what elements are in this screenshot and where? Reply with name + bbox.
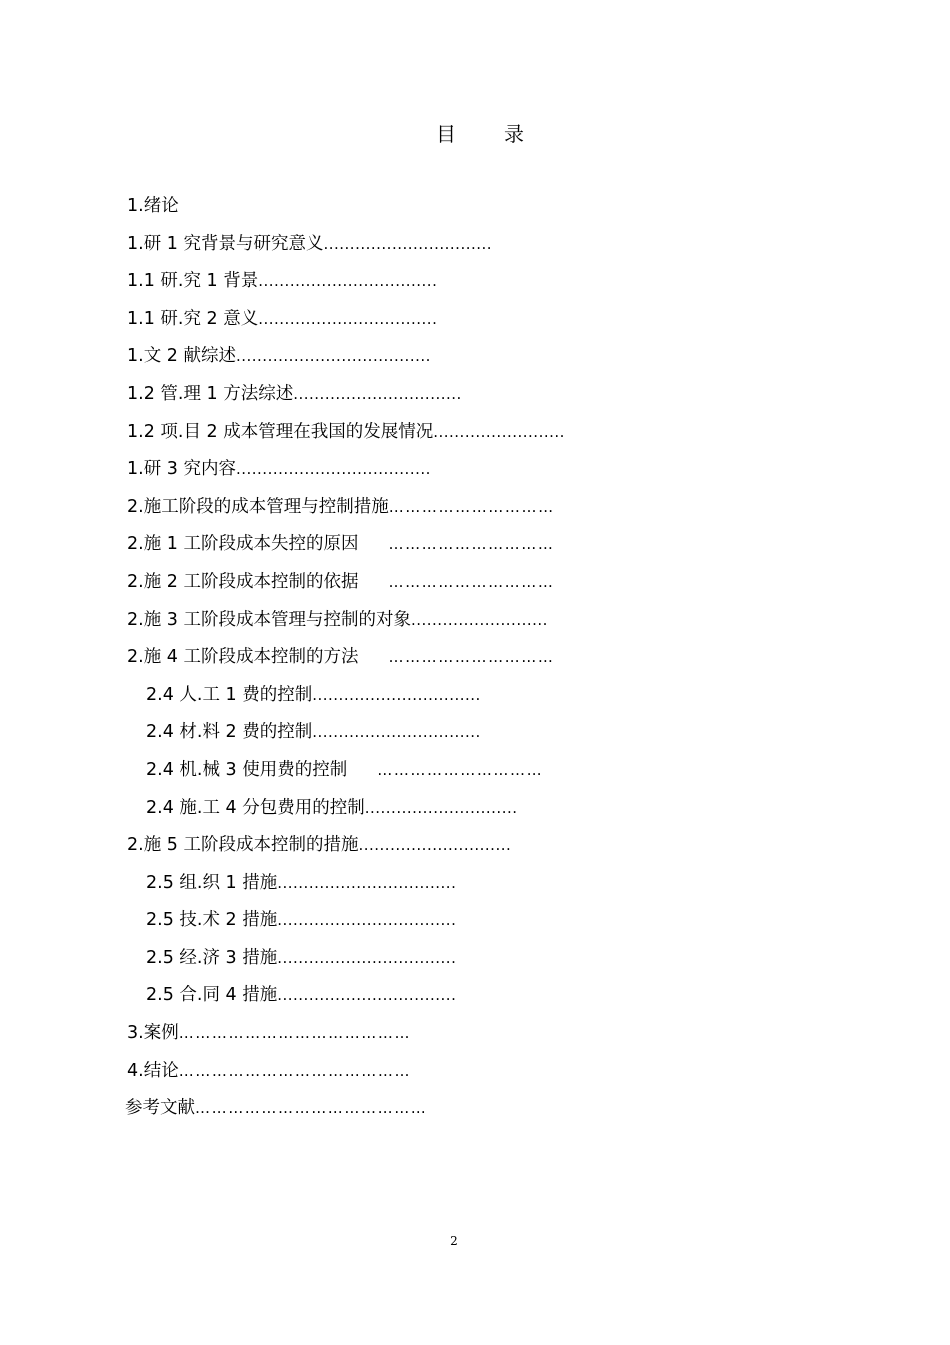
- toc-leader: .............................: [364, 798, 518, 817]
- toc-entry-text: 2.施 2 工阶段成本控制的依据: [127, 571, 359, 592]
- toc-leader: .............................: [358, 836, 512, 855]
- toc-leader: …………………………: [388, 535, 555, 554]
- toc-entry[interactable]: [127, 602, 565, 640]
- toc-entry[interactable]: [125, 1090, 565, 1128]
- toc-entry[interactable]: [127, 865, 565, 903]
- toc-leader: …………………………: [388, 497, 555, 516]
- toc-entry-text: 4.结论: [127, 1060, 179, 1081]
- toc-entry[interactable]: [127, 226, 565, 264]
- toc-entry-text: 参考文献: [125, 1098, 195, 1119]
- toc-entry[interactable]: [127, 790, 565, 828]
- page-title: 目录: [436, 122, 572, 146]
- toc-entry[interactable]: [127, 451, 565, 489]
- toc-entry-text: 2.施 5 工阶段成本控制的措施: [127, 835, 359, 856]
- toc-entry-text: 2.施工阶段的成本管理与控制措施: [127, 496, 389, 517]
- toc-entry-text: 1.2 管.理 1 方法综述: [127, 383, 294, 404]
- toc-leader: ..................................: [258, 309, 438, 328]
- toc-entry[interactable]: [127, 301, 565, 339]
- toc-leader: ……………………………………: [178, 1024, 412, 1043]
- toc-leader: ..........................: [410, 610, 548, 629]
- toc-leader: ..................................: [277, 911, 457, 930]
- toc-entry-text: 2.5 合.同 4 措施: [146, 985, 278, 1006]
- toc-entry-text: 1.研 1 究背景与研究意义: [127, 233, 324, 254]
- toc-entry[interactable]: [127, 977, 565, 1015]
- toc-entry[interactable]: [127, 639, 565, 677]
- toc-entry[interactable]: [127, 752, 565, 790]
- toc-entry-text: 2.施 1 工阶段成本失控的原因: [127, 534, 359, 555]
- toc-entry[interactable]: [127, 714, 565, 752]
- toc-entry[interactable]: [127, 376, 565, 414]
- toc-leader: …………………………: [388, 648, 555, 667]
- toc-leader: ..................................: [277, 948, 457, 967]
- toc-entry-text: 3.案例: [127, 1023, 179, 1044]
- toc-entry-text: 2.施 4 工阶段成本控制的方法: [127, 647, 359, 668]
- toc-entry[interactable]: [127, 263, 565, 301]
- page-number: 2: [450, 1234, 458, 1248]
- toc-entry[interactable]: [127, 1053, 565, 1091]
- toc-entry-text: 1.1 研.究 1 背景: [127, 271, 259, 292]
- toc-leader: ……………………………………: [195, 1099, 428, 1118]
- toc-entry[interactable]: [127, 489, 565, 527]
- toc-leader: ................................: [312, 685, 481, 704]
- toc-leader: ................................: [293, 384, 462, 403]
- toc-leader: .....................................: [235, 460, 431, 479]
- toc-leader: …………………………: [388, 572, 555, 591]
- toc-entry[interactable]: [127, 414, 565, 452]
- toc-entry[interactable]: [127, 902, 565, 940]
- toc-leader: .....................................: [235, 347, 431, 366]
- toc-entry-text: 2.5 经.济 3 措施: [146, 947, 278, 968]
- toc-leader: …………………………: [377, 760, 544, 779]
- toc-entry-text: 1.研 3 究内容: [127, 459, 236, 480]
- toc-leader: .........................: [433, 422, 565, 441]
- toc-leader: ................................: [323, 234, 493, 253]
- toc-entry-text: 2.5 组.织 1 措施: [146, 872, 278, 893]
- toc-leader: ..................................: [277, 873, 457, 892]
- toc-entry-text: 2.施 3 工阶段成本管理与控制的对象: [127, 609, 411, 630]
- toc-entry[interactable]: [127, 1015, 565, 1053]
- toc-entry-text: 1.2 项.目 2 成本管理在我国的发展情况: [127, 421, 434, 442]
- toc-entry[interactable]: [127, 564, 565, 602]
- toc-entry-text: 2.4 人.工 1 费的控制: [146, 684, 313, 705]
- toc-leader: ..................................: [277, 986, 457, 1005]
- toc-entry[interactable]: [127, 677, 565, 715]
- toc-entry-text: 2.4 机.械 3 使用费的控制: [146, 759, 348, 780]
- toc-entry-text: 1.绪论: [127, 196, 179, 216]
- toc-entry-text: 2.5 技.术 2 措施: [146, 910, 278, 931]
- toc-leader: ……………………………………: [178, 1061, 412, 1080]
- toc-entry-text: 2.4 材.料 2 费的控制: [146, 722, 313, 743]
- toc-leader: ..................................: [258, 272, 438, 291]
- toc-entry[interactable]: [127, 188, 565, 226]
- toc-entry[interactable]: [127, 940, 565, 978]
- toc-entry[interactable]: [127, 827, 565, 865]
- toc-entry-text: 1.文 2 献综述: [127, 346, 236, 367]
- toc-entry-text: 2.4 施.工 4 分包费用的控制: [146, 797, 365, 818]
- toc-entry-text: 1.1 研.究 2 意义: [127, 308, 259, 329]
- toc-entry[interactable]: [127, 526, 565, 564]
- toc-entry[interactable]: [127, 338, 565, 376]
- table-of-contents: [127, 188, 565, 1128]
- toc-leader: ................................: [312, 723, 481, 742]
